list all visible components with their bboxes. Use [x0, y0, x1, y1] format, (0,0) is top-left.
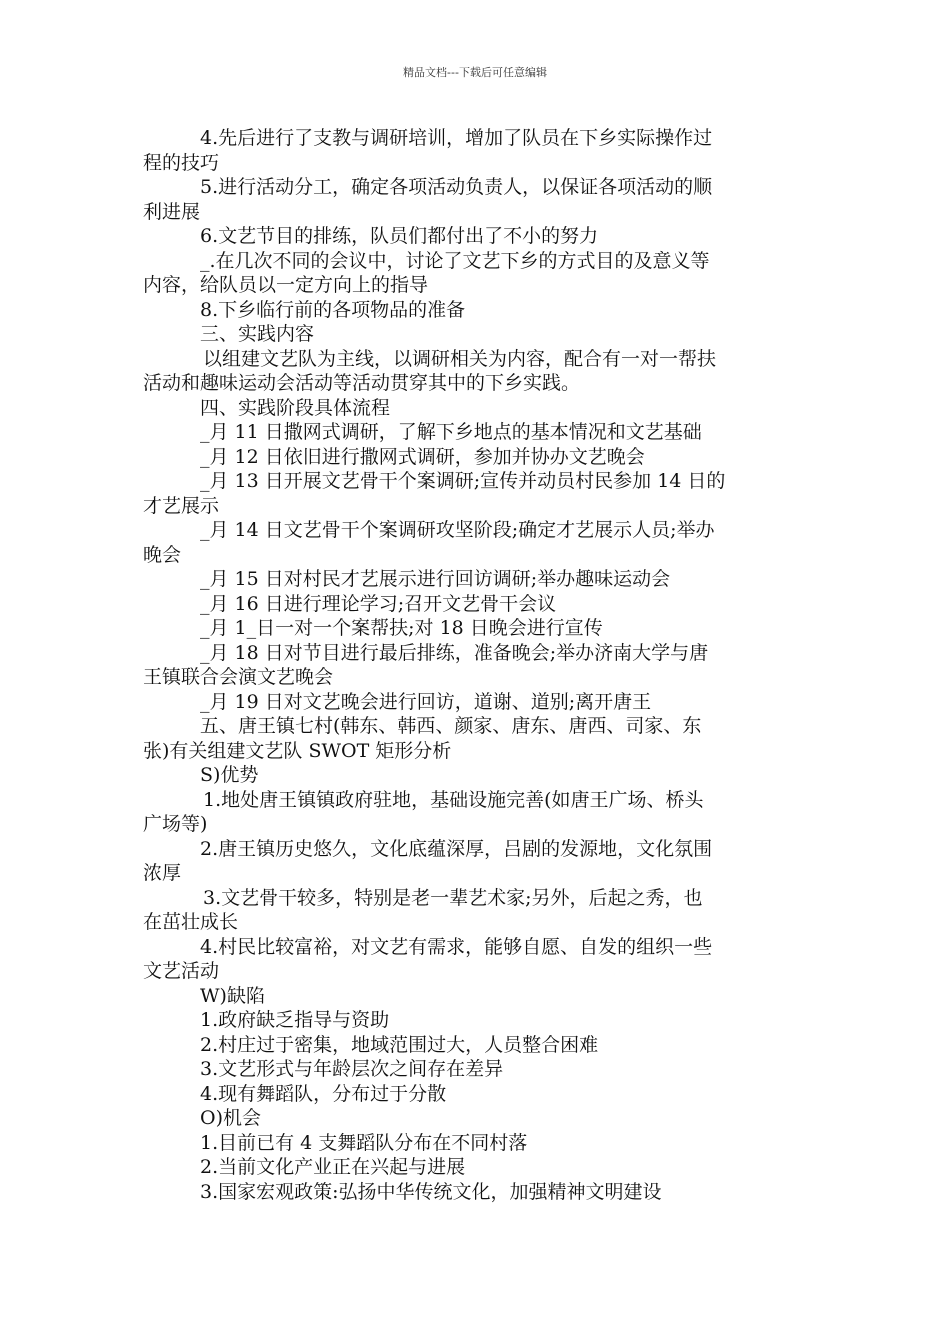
strength-item-4-continued: 文艺活动 [143, 960, 220, 982]
opportunity-item-3: 3.国家宏观政策:弘扬中华传统文化，加强精神文明建设 [200, 1180, 662, 1203]
opportunity-item-1: 1.目前已有 4 支舞蹈队分布在不同村落 [200, 1131, 528, 1154]
strength-item-1: 1.地处唐王镇镇政府驻地，基础设施完善(如唐王广场、桥头 [203, 788, 704, 811]
paragraph-practice-content-continued: 活动和趣味运动会活动等活动贯穿其中的下乡实践。 [143, 372, 581, 394]
opportunity-item-2: 2.当前文化产业正在兴起与进展 [200, 1156, 466, 1178]
swot-weaknesses-heading: W)缺陷 [200, 984, 265, 1007]
schedule-item-15: _月 15 日对村民才艺展示进行回访调研;举办趣味运动会 [200, 568, 671, 590]
swot-strengths-heading: S)优势 [200, 764, 259, 786]
list-item-4-continued: 程的技巧 [143, 151, 220, 174]
schedule-item-13: _月 13 日开展文艺骨干个案调研;宣传并动员村民参加 14 日的 [200, 470, 726, 492]
page-header: 精品文档---下载后可任意编辑 [403, 66, 547, 79]
weakness-item-3: 3.文艺形式与年龄层次之间存在差异 [200, 1058, 504, 1080]
paragraph-practice-content: 以组建文艺队为主线，以调研相关为内容，配合有一对一帮扶 [203, 347, 717, 370]
schedule-item-11: _月 11 日撒网式调研，了解下乡地点的基本情况和文艺基础 [200, 421, 702, 443]
list-item-6: 6.文艺节目的排练，队员们都付出了不小的努力 [200, 225, 599, 247]
list-item-8: 8.下乡临行前的各项物品的准备 [200, 298, 466, 321]
list-item-7-continued: 内容，给队员以一定方向上的指导 [143, 274, 429, 296]
schedule-item-18: _月 18 日对节目进行最后排练，准备晚会;举办济南大学与唐 [200, 641, 709, 664]
strength-item-3: 3.文艺骨干较多，特别是老一辈艺术家;另外，后起之秀，也 [203, 886, 703, 909]
weakness-item-4: 4.现有舞蹈队，分布过于分散 [200, 1082, 447, 1105]
strength-item-2-continued: 浓厚 [143, 862, 182, 884]
weakness-item-1: 1.政府缺乏指导与资助 [200, 1009, 390, 1031]
schedule-item-19: _月 19 日对文艺晚会进行回访，道谢、道别;离开唐王 [200, 690, 652, 713]
section-heading-4: 四、实践阶段具体流程 [200, 396, 391, 419]
strength-item-4: 4.村民比较富裕，对文艺有需求，能够自愿、自发的组织一些 [200, 935, 713, 958]
strength-item-3-continued: 在茁壮成长 [143, 911, 239, 933]
schedule-item-17: _月 1_日一对一个案帮扶;对 18 日晚会进行宣传 [200, 617, 603, 639]
section-heading-5-continued: 张)有关组建文艺队 SWOT 矩形分析 [143, 739, 452, 762]
schedule-item-13-continued: 才艺展示 [143, 494, 220, 517]
list-item-5: 5.进行活动分工，确定各项活动负责人，以保证各项活动的顺 [200, 176, 713, 198]
section-heading-5: 五、唐王镇七村(韩东、韩西、颜家、唐东、唐西、司家、东 [200, 715, 702, 737]
schedule-item-14: _月 14 日文艺骨干个案调研攻坚阶段;确定才艺展示人员;举办 [200, 519, 715, 541]
schedule-item-16: _月 16 日进行理论学习;召开文艺骨干会议 [200, 592, 557, 615]
list-item-4: 4.先后进行了支教与调研培训，增加了队员在下乡实际操作过 [200, 127, 713, 149]
swot-opportunities-heading: O)机会 [200, 1107, 261, 1129]
strength-item-1-continued: 广场等) [143, 813, 208, 835]
schedule-item-14-continued: 晚会 [143, 543, 182, 566]
strength-item-2: 2.唐王镇历史悠久，文化底蕴深厚，吕剧的发源地，文化氛围 [200, 837, 713, 860]
list-item-5-continued: 利进展 [143, 200, 201, 223]
document-body [143, 126, 809, 1204]
section-heading-3: 三、实践内容 [200, 323, 315, 345]
schedule-item-18-continued: 王镇联合会演文艺晚会 [143, 666, 334, 688]
list-item-7: _.在几次不同的会议中，讨论了文艺下乡的方式目的及意义等 [200, 249, 710, 272]
schedule-item-12: _月 12 日依旧进行撒网式调研，参加并协办文艺晚会 [200, 445, 645, 468]
weakness-item-2: 2.村庄过于密集，地域范围过大，人员整合困难 [200, 1033, 599, 1056]
